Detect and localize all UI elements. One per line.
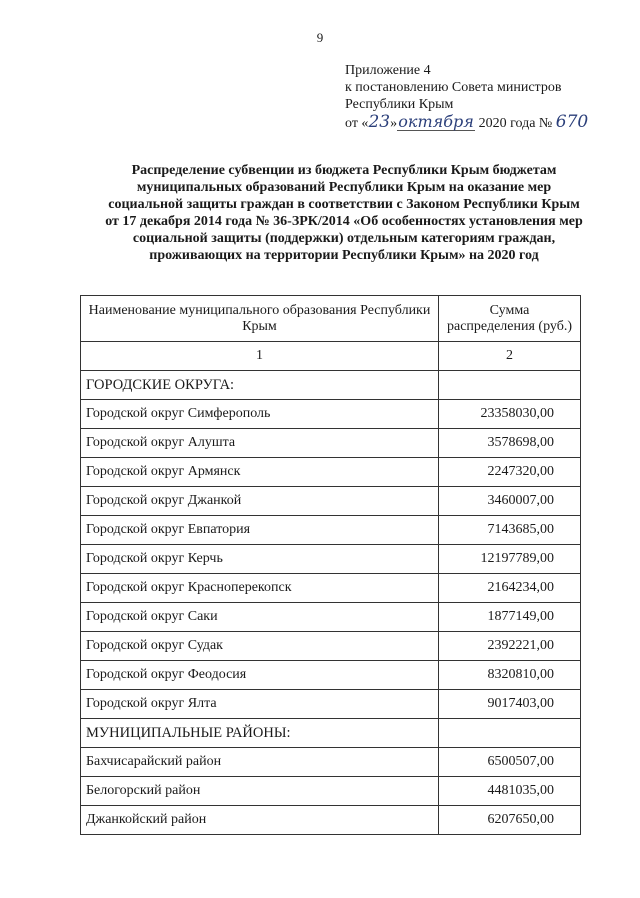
document-title: Распределение субвенции из бюджета Республики Крым бюджетам муниципальных образований Республики Крым на оказание мер социальной защиты граждан в соответствии с Законом Республики Крым от 17 декабря 2014 года № 36-ЗРК/2014 «Об особенностях установления мер социальной защиты (поддержки) отдельным категориям граждан, проживающих на территории Республики Крым» на 2020 год (105, 163, 583, 263)
distribution-sum (439, 371, 581, 400)
municipality-name: Городской округ Симферополь (81, 400, 439, 429)
date-suffix: 2020 года № (475, 116, 556, 131)
header-name: Наименование муниципального образования Республики Крым (81, 296, 439, 342)
distribution-sum: 3578698,00 (439, 429, 581, 458)
section-heading: МУНИЦИПАЛЬНЫЕ РАЙОНЫ: (81, 719, 439, 748)
municipality-name: Белогорский район (81, 777, 439, 806)
table-row (81, 400, 581, 429)
distribution-sum: 2164234,00 (439, 574, 581, 603)
municipality-name: Городской округ Судак (81, 632, 439, 661)
municipality-name: Городской округ Армянск (81, 458, 439, 487)
page-number: 9 (316, 30, 324, 45)
table-row (81, 690, 581, 719)
distribution-sum: 6500507,00 (439, 748, 581, 777)
table-body (81, 342, 581, 835)
table-row (81, 487, 581, 516)
distribution-sum: 9017403,00 (439, 690, 581, 719)
header-sum: Сумма распределения (руб.) (439, 296, 581, 342)
date-prefix: от « (345, 116, 369, 131)
municipality-name: Джанкойский район (81, 806, 439, 835)
distribution-sum: 3460007,00 (439, 487, 581, 516)
table-row (81, 719, 581, 748)
municipality-name: Городской округ Керчь (81, 545, 439, 574)
annex-title: Приложение 4 (345, 63, 431, 78)
municipality-name: Городской округ Красноперекопск (81, 574, 439, 603)
annex-republic: Республики Крым (345, 97, 454, 112)
table-row (81, 661, 581, 690)
distribution-sum (439, 719, 581, 748)
distribution-sum: 7143685,00 (439, 516, 581, 545)
annex-resolution: к постановлению Совета министров (345, 80, 562, 95)
handwritten-month: октября (398, 112, 474, 131)
distribution-sum: 4481035,00 (439, 777, 581, 806)
municipality-name: Городской округ Джанкой (81, 487, 439, 516)
table-row (81, 371, 581, 400)
handwritten-day: 23 (368, 112, 391, 132)
table-row (81, 632, 581, 661)
municipality-name: Городской округ Алушта (81, 429, 439, 458)
table-row (81, 603, 581, 632)
municipality-name: Бахчисарайский район (81, 748, 439, 777)
table-row (81, 574, 581, 603)
municipality-name: Городской округ Феодосия (81, 661, 439, 690)
annex-block (345, 62, 596, 132)
table-row (81, 516, 581, 545)
distribution-sum: 23358030,00 (439, 400, 581, 429)
table-header-row (81, 296, 581, 342)
distribution-table (80, 295, 581, 835)
column-number-row (81, 342, 581, 371)
column-number: 2 (439, 342, 581, 371)
municipality-name: Городской округ Евпатория (81, 516, 439, 545)
distribution-sum: 2392221,00 (439, 632, 581, 661)
table-row (81, 545, 581, 574)
municipality-name: Городской округ Ялта (81, 690, 439, 719)
date-mid: » (390, 116, 398, 131)
table-row (81, 806, 581, 835)
municipality-name: Городской округ Саки (81, 603, 439, 632)
distribution-sum: 6207650,00 (439, 806, 581, 835)
distribution-sum: 2247320,00 (439, 458, 581, 487)
table-row (81, 777, 581, 806)
distribution-sum: 12197789,00 (439, 545, 581, 574)
table-row (81, 748, 581, 777)
table-row (81, 429, 581, 458)
distribution-sum: 1877149,00 (439, 603, 581, 632)
column-number: 1 (81, 342, 439, 371)
section-heading: ГОРОДСКИЕ ОКРУГА: (81, 371, 439, 400)
annex-date-line (345, 113, 596, 132)
handwritten-number: 670 (555, 112, 589, 132)
distribution-sum: 8320810,00 (439, 661, 581, 690)
table-row (81, 458, 581, 487)
